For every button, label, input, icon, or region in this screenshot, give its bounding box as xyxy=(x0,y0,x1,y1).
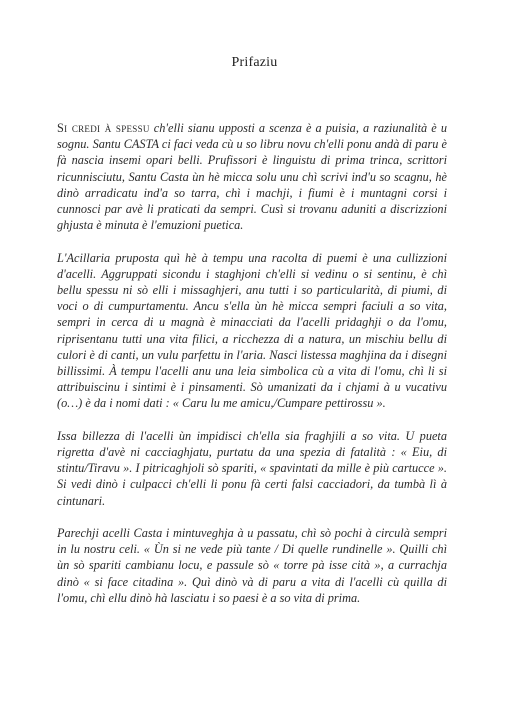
preface-body xyxy=(57,120,447,622)
paragraph-4 xyxy=(57,525,447,606)
paragraph-text: Issa billezza di l'acelli ùn impidisci ch'ella sia fraghjili a so vita. U pueta rigretta d'avè ni cacciaghjatu, purtatu da una spezia di fatalità : « Eiu, di stintu/Tiravu ». I pitricaghjoli sò spariti, « spavintati da mille è più cartucce ». Si vedi dinò i culpacci ch'elli li ponu fà certi falsi cacciadori, da tumbà lì à cintunari. xyxy=(57,428,447,508)
paragraph-2 xyxy=(57,250,447,412)
paragraph-text: Parechji acelli Casta i mintuveghja à u passatu, chì sò pochi à circulà sempri in lu nostru celi. « Ùn si ne vede più tante / Di quelle rundinelle ». Quilli chì ùn sò spariti cambianu locu, e passule sò « torre pà isse cità », a currachja dinò « si face citadina ». Quì dinò và di paru a vita di l'acelli cù quilla di l'omu, chì ellu dinò hà lasciatu i so paesi è a so vita di prima. xyxy=(57,526,447,605)
paragraph-3 xyxy=(57,428,447,509)
paragraph-text: L'Acillaria pruposta quì hè à tempu una racolta di puemi è una cullizzioni d'acelli. Aggruppati sicondu i staghjoni ch'elli si vedinu o si sentinu, è chì bellu spessu ni sò elli i missaghjeri, anu tutti i so particularità, di piumi, di voci o di cumpurtamentu. Ancu s'ella ùn hè micca sempri faciuli a so vita, sempri in cerca di u magnà è minacciati da l'acelli pridaghji o da l'omu, riprisentanu tutti una vita filici, a ricchezza di a natura, un mischiu bellu di culori è di canti, un vulu parfettu in l'aria. Nasci listessa maghjina da i disegni billissimi. À tempu l'acelli anu una leia simbolica cù a vita di l'omu, chì li si attribuiscinu i sintimi è i pinsamenti. Sò umanizati da i chjami à u vucativu (o…) è da i nomi dati : « Caru lu me amicu,/Cumpare pettirossu ». xyxy=(57,250,447,411)
paragraph-lead: Si credi à spessu xyxy=(57,121,150,135)
paragraph-text: ch'elli sianu upposti a scenza è a puisia, a raziunalità è u sognu. Santu CASTA ci faci veda cù u so libru novu ch'elli ponu andà di paru è fà nascia insemi opari belli. Prufissori è linguistu di prima trinca, scrittori ricunnisciutu, Santu Casta ùn hè micca solu unu chì scrivi ind'u so scagnu, hè dinò arradicatu ind'a so tarra, chì i machji, i fiumi è i muntagni corsi i cunnosci par avè li praticati da sempri. Cusì si trovanu aduniti a discrizzioni ghjusta è minuta è l'emuzioni puetica. xyxy=(57,121,447,233)
page-title: Prifaziu xyxy=(231,55,278,70)
paragraph-1 xyxy=(57,120,447,233)
